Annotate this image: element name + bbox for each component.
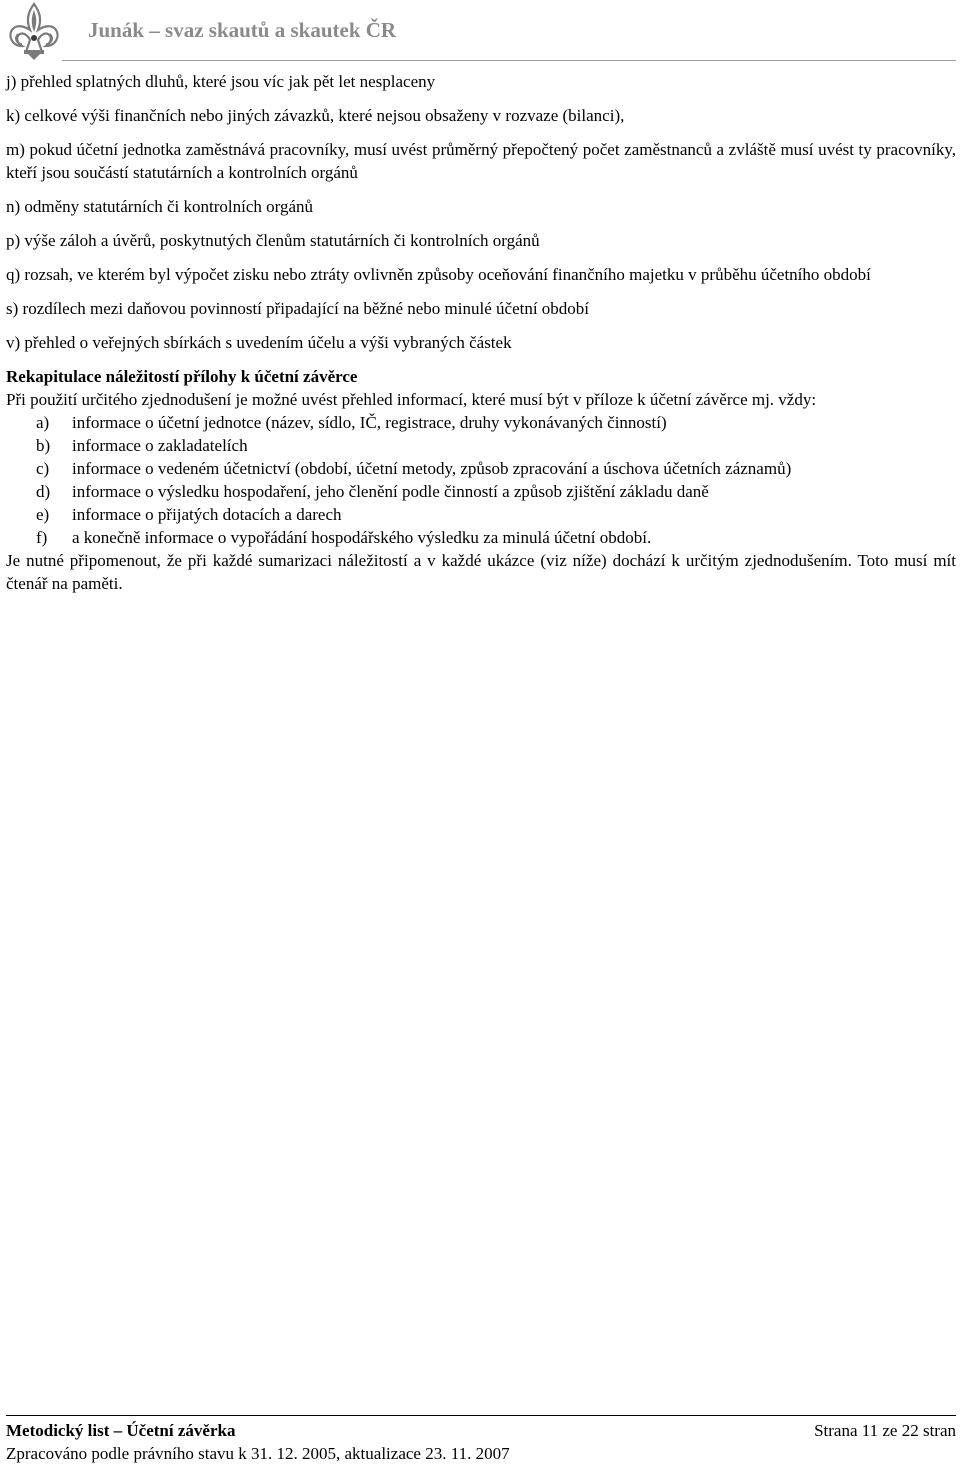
- list-text: a konečně informace o vypořádání hospodářského výsledku za minulá účetní období.: [72, 528, 652, 547]
- item-m: m) pokud účetní jednotka zaměstnává pracovníky, musí uvést průměrný přepočtený počet zaměstnanců a zvláště musí uvést ty pracovníky, kteří jsou součástí statutárních a kontrolních orgánů: [6, 140, 956, 182]
- recap-heading: Rekapitulace náležitostí přílohy k účetní závěrce: [6, 367, 358, 386]
- list-text: informace o zakladatelích: [72, 436, 248, 455]
- page-footer: [6, 1415, 956, 1465]
- list-text: informace o přijatých dotacích a darech: [72, 505, 342, 524]
- list-text: informace o vedeném účetnictví (období, účetní metody, způsob zpracování a úschova účetních záznamů): [72, 459, 792, 478]
- item-s: s) rozdílech mezi daňovou povinností připadající na běžné nebo minulé účetní období: [6, 299, 590, 318]
- footer-top-row: [6, 1416, 956, 1442]
- document-body: [6, 70, 956, 595]
- list-item: [6, 434, 956, 457]
- item-q: q) rozsah, ve kterém byl výpočet zisku nebo ztráty ovlivněn způsoby oceňování finančního majetku v průběhu účetního období: [6, 265, 871, 284]
- organization-title: Junák – svaz skautů a skautek ČR: [88, 18, 397, 42]
- list-marker: f): [36, 528, 48, 547]
- page-number: Strana 11 ze 22 stran: [814, 1421, 956, 1440]
- item-n: n) odměny statutárních či kontrolních orgánů: [6, 197, 314, 216]
- scout-lily-logo-icon: [4, 0, 64, 62]
- list-marker: b): [36, 436, 51, 455]
- list-marker: e): [36, 505, 50, 524]
- list-item: [6, 503, 956, 526]
- item-p: p) výše záloh a úvěrů, poskytnutých členům statutárních či kontrolních orgánů: [6, 231, 540, 250]
- list-item: [6, 411, 956, 434]
- list-item: [6, 480, 956, 503]
- item-j: j) přehled splatných dluhů, které jsou víc jak pět let nesplaceny: [6, 72, 436, 91]
- list-marker: d): [36, 482, 51, 501]
- recap-list: [6, 411, 956, 549]
- recap-intro: Při použití určitého zjednodušení je možné uvést přehled informací, které musí být v příloze k účetní závěrce mj. vždy:: [6, 390, 817, 409]
- header-divider: [62, 60, 956, 61]
- item-k: k) celkové výši finančních nebo jiných závazků, které nejsou obsaženy v rozvaze (bilanci),: [6, 106, 625, 125]
- page-header: [4, 0, 956, 64]
- list-marker: a): [36, 413, 50, 432]
- list-marker: c): [36, 459, 50, 478]
- footer-document-title: Metodický list – Účetní závěrka: [6, 1421, 236, 1440]
- footer-note: Zpracováno podle právního stavu k 31. 12. 2005, aktualizace 23. 11. 2007: [6, 1444, 510, 1463]
- list-text: informace o účetní jednotce (název, sídlo, IČ, registrace, druhy vykonávaných činností): [72, 413, 667, 432]
- list-item: [6, 457, 956, 480]
- list-text: informace o výsledku hospodaření, jeho členění podle činností a způsob zjištění základu daně: [72, 482, 709, 501]
- item-v: v) přehled o veřejných sbírkách s uvedením účelu a výši vybraných částek: [6, 333, 512, 352]
- recap-closing: Je nutné připomenout, že při každé sumarizaci náležitostí a v každé ukázce (viz níže) dochází k určitým zjednodušením. Toto musí mít čtenář na paměti.: [6, 551, 956, 593]
- list-item: [6, 526, 956, 549]
